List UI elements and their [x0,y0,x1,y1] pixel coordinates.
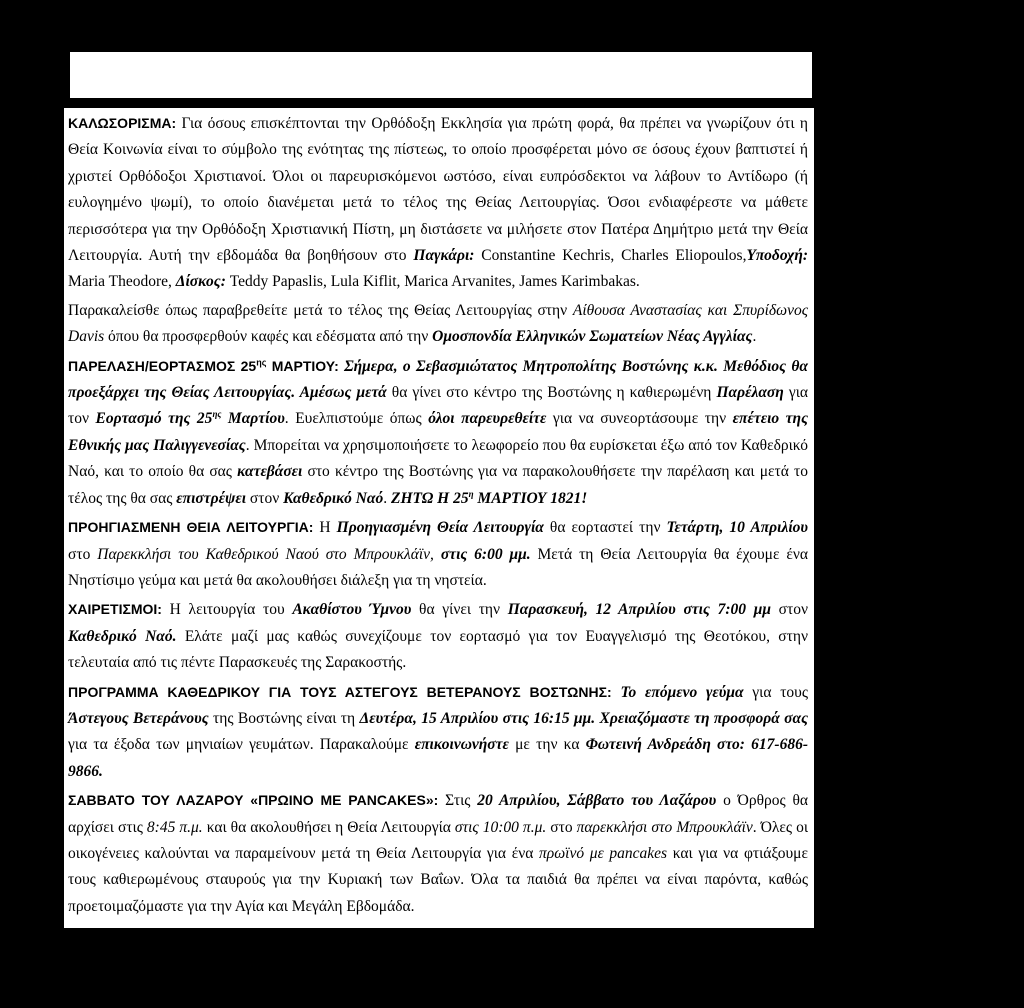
veterans-need: Χρειαζόμαστε τη προσφορά σας [599,709,809,727]
parade-eortasmo-sup: ης [212,409,222,420]
presanctified-date: Τετάρτη, 10 Απριλίου [666,519,808,537]
parade-text-1: θα γίνει στο κέντρο της Βοστώνης η καθιερωμένη [386,384,717,402]
salutations-paragraph [68,596,808,676]
parade-epistrepsei: επιστρέψει [176,489,247,507]
salutations-text-3: στον [770,601,808,619]
welcome-text: Για όσους επισκέπτονται την Ορθόδοξη Εκκλησία για πρώτη φορά, θα πρέπει να γνωρίζουν ότι η Θεία Κοινωνία είναι το σύμβολο της ενότητας της πίστεως, το οποίο προσφέρεται μόνο σε όσους έχουν βαπτιστεί ή χριστεί Ορθόδοξοι Χριστιανοί. Όλοι οι παρευρισκόμενοι ωστόσο, είναι ευπρόσδεκτοι να λάβουν το Αντίδωρο (ή ευλογημένο ψωμί), το οποίο διανέμεται μετά το τέλος της Θείας Λειτουργίας. Όσοι ενδιαφέρεστε να μάθετε περισσότερα για την Ορθόδοξη Χριστιανική Πίστη, μη διστάσετε να μιλήσετε στον Πατέρα Δημήτριο μετά την Θεία Λειτουργία. Αυτή την εβδομάδα θα βοηθήσουν στο [68,115,808,265]
veterans-veterans: Άστεγους Βετεράνους [68,709,209,727]
parade-eortasmo-a: Εορτασμό της 25 [95,410,213,428]
salutations-text-4: Ελάτε μαζί μας καθώς συνεχίζουμε τον εορτασμό για τον Ευαγγελισμό της Θεοτόκου, στην τελευταία από τις πέντε Παρασκευές της Σαρακοστής. [68,627,808,672]
parade-text-4: για να συνεορτάσουμε την [546,410,733,428]
parade-oloi: όλοι παρευρεθείτε [428,410,547,428]
coffee-hall: Αίθουσα Αναστασίας και Σπυρίδωνος Davis [68,301,808,346]
parade-text-7: στον [246,489,284,507]
veterans-date: Δευτέρα, 15 Απριλίου στις 16:15 μμ. [359,709,596,727]
pagkari-names: Constantine Kechris, Charles Eliopoulos, [474,247,747,265]
coffee-paragraph [68,298,808,351]
salutations-date: Παρασκευή, 12 Απριλίου στις 7:00 μμ [507,601,771,619]
presanctified-text-5: Μετά τη Θεία Λειτουργία θα έχουμε ένα Νηστίσιμο γεύμα και μετά θα ακολουθήσει διάλεξη για τη νηστεία. [68,545,808,589]
presanctified-name: Προηγιασμένη Θεία Λειτουργία [336,519,544,537]
veterans-text-6: με την κα [508,736,586,754]
lazarus-text-2: ο Όρθρος θα αρχίσει στις [68,792,808,836]
parade-text-3: . Ευελπιστούμε όπως [284,410,429,428]
parade-zito-a: ΖΗΤΩ Η 25 [391,489,469,507]
presanctified-text-3: στο [68,545,98,563]
welcome-heading: ΚΑΛΩΣΟΡΙΣΜΑ: [68,115,177,131]
parade-text-5: . Μπορείται να χρησιμοποιήσετε το λεωφορείο που θα ευρίσκεται έξω από τον Καθεδρικό Ναό, και το οποίο θα σας [68,436,809,481]
salutations-heading: ΧΑΙΡΕΤΙΣΜΟΙ: [68,601,162,618]
ypodoxi-label: Υποδοχή: [746,247,808,265]
veterans-paragraph [68,679,808,786]
parade-eortasmo [96,410,285,427]
presanctified-paragraph [68,514,808,594]
veterans-next-meal: Το επόμενο γεύμα [620,683,744,701]
parade-parelasi: Παρέλαση [716,384,784,402]
lazarus-text-4: στο [546,818,577,836]
ypodoxi-names: Maria Theodore, [68,273,176,291]
parade-zito-b: ΜΑΡΤΙΟΥ 1821! [473,489,588,507]
parade-zito [391,490,587,507]
salutations-name: Ακαθίστου Ύμνου [292,601,412,619]
parade-eortasmo-b: Μαρτίου [221,410,285,428]
header-bar [70,52,812,98]
presanctified-text-2: θα εορταστεί την [543,519,667,537]
lazarus-date: 20 Απριλίου, Σάββατο του Λαζάρου [477,792,717,810]
parade-heading-sup: ης [256,357,267,367]
parade-heading-a: ΠΑΡΕΛΑΣΗ/ΕΟΡΤΑΣΜΟΣ 25 [68,357,257,374]
parade-katevasei: κατεβάσει [237,463,303,481]
parade-zito-sup: η [468,488,474,499]
parade-text-2: για τον [68,384,809,428]
coffee-text-2: όπου θα προσφερθούν καφές και εδέσματα από την [104,328,433,346]
coffee-federation: Ομοσπονδία Ελληνικών Σωματείων Νέας Αγγλίας [432,328,753,346]
parade-epeteio: επέτειο της Εθνικής μας Παλιγγενεσίας [68,410,808,454]
parade-metropolitan: Σήμερα, ο Σεβασμιώτατος Μητροπολίτης Βοστώνης κ.κ. Μεθόδιος θα προεξάρχει της Θείας Λειτουργίας. Αμέσως μετά [68,357,808,402]
diskos-names: Teddy Papaslis, Lula Kiflit, Marica Arvanites, James Karimbakas. [225,273,640,291]
lazarus-heading: ΣΑΒΒΑΤΟ ΤΟΥ ΛΑΖΑΡΟΥ «ΠΡΩΙΝΟ ΜΕ PANCAKES»: [68,792,439,809]
salutations-text-2: θα γίνει την [411,601,508,619]
presanctified-place: Παρεκκλήσι του Καθεδρικού Ναού στο Μπρουκλάϊν, [97,545,434,563]
salutations-place: Καθεδρικό Ναό. [68,627,177,645]
veterans-text-2: για τους [743,683,808,701]
parade-heading-b: ΜΑΡΤΙΟΥ: [266,357,339,374]
lazarus-chapel: παρεκκλήσι στο Μπρουκλάϊν [576,818,753,836]
veterans-heading: ΠΡΟΓΡΑΜΜΑ ΚΑΘΕΔΡΙΚΟΥ ΓΙΑ ΤΟΥΣ ΑΣΤΕΓΟΥΣ ΒΕΤΕΡΑΝΟΥΣ ΒΟΣΤΩΝΗΣ: [68,683,612,700]
presanctified-time: στις 6:00 μμ. [440,545,531,563]
parade-paragraph [68,353,808,512]
welcome-paragraph [68,110,808,296]
diskos-label: Δίσκος: [175,273,226,291]
lazarus-text-5: . Όλες οι οικογένειες καλούνται να παραμείνουν μετά τη Θεία Λειτουργία για ένα [68,818,808,862]
parade-heading [68,358,339,374]
lazarus-paragraph [68,787,808,920]
lazarus-liturgy-time: στις 10:00 π.μ. [454,818,547,836]
coffee-text-1: Παρακαλείσθε όπως παραβρεθείτε μετά το τέλος της Θείας Λειτουργίας στην [68,301,573,319]
lazarus-orthros-time: 8:45 π.μ. [146,818,203,836]
parade-text-8: . [383,489,391,507]
lazarus-text-3: και θα ακολουθήσει η Θεία Λειτουργία [202,818,455,836]
bulletin-page [64,108,814,928]
pagkari-label: Παγκάρι: [413,247,475,265]
veterans-text-5: για τα έξοδα των μηνιαίων γευμάτων. Παρακαλούμε [68,736,415,754]
lazarus-text-6: και για να φτιάξουμε τους καθιερωμένους σταυρούς για την Κυριακή των Βαΐων. Όλα τα παιδιά θα πρέπει να είναι παρόντα, καθώς προετοιμαζόμαστε για την Αγία και Μεγάλη Εβδομάδα. [68,844,808,915]
parade-kathedriko: Καθεδρικό Ναό [283,489,384,507]
coffee-text-3: . [752,328,757,346]
veterans-person: Φωτεινή Ανδρεάδη στο: 617-686-9866. [68,736,808,780]
lazarus-text-1: Στις [438,792,478,810]
salutations-text-1: Η λειτουργία του [161,601,293,619]
parade-text-6: στο κέντρο της Βοστώνης για να παρακολουθήσετε την παρέλαση και μετά το τέλος της θα σας [68,463,808,507]
presanctified-text-1: Η [313,519,337,537]
presanctified-heading: ΠΡΟΗΓΙΑΣΜΕΝΗ ΘΕΙΑ ΛΕΙΤΟΥΡΓΙΑ: [68,519,314,536]
veterans-text-3: της Βοστώνης είναι τη [208,709,360,727]
presanctified-text-4 [434,546,441,563]
veterans-contact: επικοινωνήστε [414,736,509,754]
lazarus-breakfast: πρωϊνό με pancakes [539,844,668,862]
